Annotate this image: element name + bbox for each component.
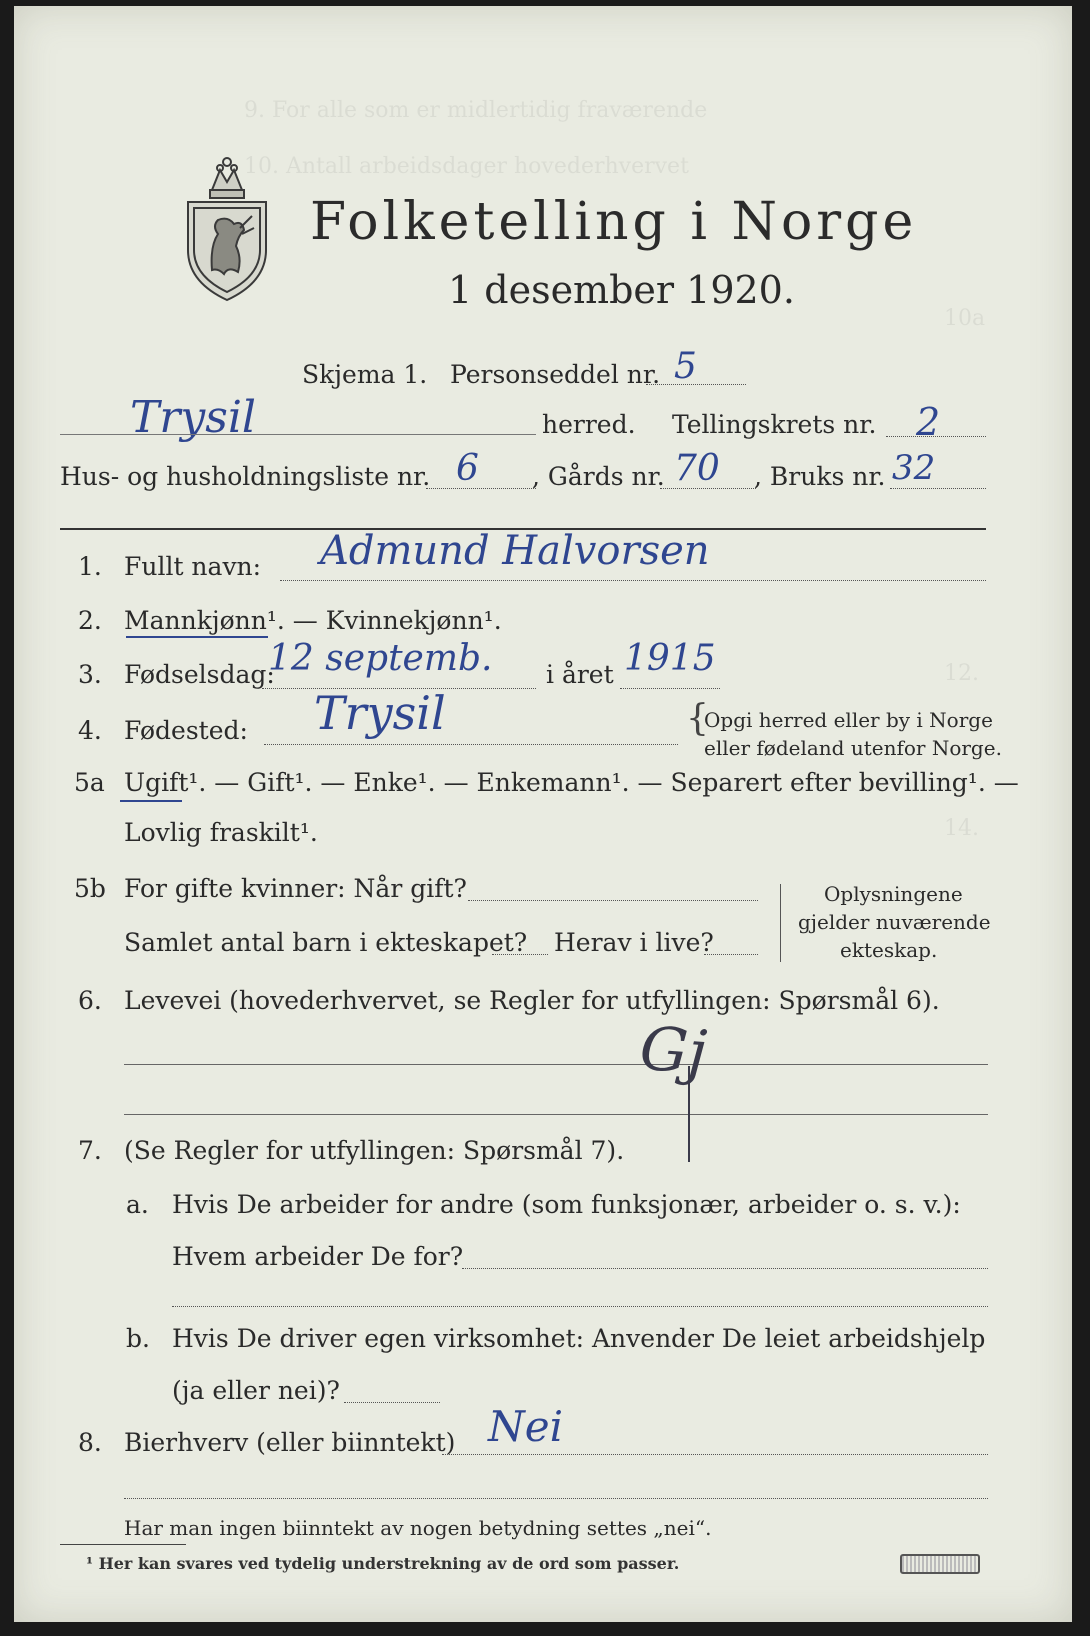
q5b-note-3: ekteskap.: [840, 938, 938, 962]
birthdate-value[interactable]: 12 septemb.: [268, 638, 493, 679]
birthplace-value[interactable]: Trysil: [314, 686, 446, 740]
gards-value[interactable]: 70: [674, 448, 720, 489]
full-name-value[interactable]: Admund Halvorsen: [320, 528, 710, 574]
q3-year-label: i året: [546, 660, 614, 689]
q2-number: 2.: [78, 606, 102, 635]
q7-number: 7.: [78, 1136, 102, 1165]
q5a-number: 5a: [74, 768, 105, 797]
census-form-page: 9. For alle som er midlertidig fraværende 10. Antall arbeidsdager hovederhvervet 10a 12. 14. Folketelling i Norge 1 desember 1920. Skjema 1. Personseddel nr. 5 Trysil herred. Tellingskrets nr. 2 Hus- og husholdningsliste nr. 6 , Gårds nr. 70 , Bruks nr. 32 1. Fullt navn: Admund Halvorsen 2. Mannkjønn¹. — Kvinnekjønn¹. 3. Fødselsdag: 12 septemb. i året 1915 4. Fødested: Trysil { Opgi herred eller by i Norge eller fødeland utenfor Norge. 5a Ugift¹. — Gift¹. — Enke¹. — Enkemann¹. — Separert efter bevilling¹. — Lovlig fraskilt¹. 5b For gifte kvinner: Når gift? Samlet antal barn i ekteskapet? Herav i live? Oplysningene gjelder nuværende ekteskap. 6. Levevei (hovederhvervet, se Regler for utfyllingen: Spørsmål 6). Gj 7. (Se Regler for utfyllingen: Spørsmål 7). a. Hvis De arbeider for andre (som funksjonær, arbeider o. s. v.): Hvem arbeider De for? b. Hvis De driver egen virksomhet: Anvender De leiet arbeidshjelp (ja eller nei)? 8. Bierhverv (eller biinntekt) Nei Har man ingen biinntekt av nogen betydning settes „nei“. ¹ Her kan svares ved tydelig understrekning av de ord som passer.: [14, 6, 1072, 1622]
q5b-label: For gifte kvinner: Når gift?: [124, 874, 467, 903]
q1-label: Fullt navn:: [124, 552, 262, 581]
q5b-note-1: Oplysningene: [824, 882, 963, 906]
q5b-label-3: Herav i live?: [554, 928, 714, 957]
form-date: 1 desember 1920.: [448, 268, 795, 312]
q7b-label-2: (ja eller nei)?: [172, 1376, 340, 1405]
q7a-label-2: Hvem arbeider De for?: [172, 1242, 464, 1271]
q6-number: 6.: [78, 986, 102, 1015]
q3-number: 3.: [78, 660, 102, 689]
q7a-label: Hvis De arbeider for andre (som funksjonær, arbeider o. s. v.):: [172, 1190, 961, 1219]
form-title: Folketelling i Norge: [310, 192, 918, 252]
q5a-label-2: Lovlig fraskilt¹.: [124, 818, 318, 847]
footnote: ¹ Her kan svares ved tydelig understrekning av de ord som passer.: [86, 1554, 680, 1573]
herred-label: herred.: [542, 410, 636, 439]
herred-value[interactable]: Trysil: [130, 392, 256, 443]
q7a-number: a.: [126, 1190, 149, 1219]
husliste-value[interactable]: 6: [456, 448, 479, 489]
q4-note-line-1: Opgi herred eller by i Norge: [704, 708, 993, 732]
side-income-value[interactable]: Nei: [488, 1402, 564, 1451]
tellingskrets-value[interactable]: 2: [916, 400, 941, 444]
q6-label: Levevei (hovederhvervet, se Regler for utfyllingen: Spørsmål 6).: [124, 986, 940, 1015]
bruks-label: , Bruks nr.: [754, 462, 886, 491]
printer-stamp: [900, 1554, 980, 1574]
personseddel-value[interactable]: 5: [674, 346, 697, 387]
side-income-note: Har man ingen biinntekt av nogen betydning settes „nei“.: [124, 1516, 712, 1540]
q5a-label: Ugift¹. — Gift¹. — Enke¹. — Enkemann¹. — Separert efter bevilling¹. —: [124, 768, 1019, 797]
q2-label: Mannkjønn¹. — Kvinnekjønn¹.: [124, 606, 502, 635]
q7b-label: Hvis De driver egen virksomhet: Anvender De leiet arbeidshjelp: [172, 1324, 986, 1353]
q1-number: 1.: [78, 552, 102, 581]
birthyear-value[interactable]: 1915: [624, 638, 716, 679]
q5b-note-2: gjelder nuværende: [798, 910, 991, 934]
skjema-label: Skjema 1.: [302, 360, 428, 389]
q8-number: 8.: [78, 1428, 102, 1457]
gards-label: , Gårds nr.: [532, 462, 665, 491]
q4-label: Fødested:: [124, 716, 248, 745]
bruks-value[interactable]: 32: [892, 448, 936, 488]
ugift-underline: [120, 800, 182, 802]
q4-note-line-2: eller fødeland utenfor Norge.: [704, 736, 1002, 760]
norwegian-coat-of-arms-icon: [182, 150, 272, 302]
q7-label: (Se Regler for utfyllingen: Spørsmål 7).: [124, 1136, 625, 1165]
husliste-label: Hus- og husholdningsliste nr.: [60, 462, 431, 491]
q5b-number: 5b: [74, 874, 106, 903]
q4-number: 4.: [78, 716, 102, 745]
q7b-number: b.: [126, 1324, 150, 1353]
q8-label: Bierhverv (eller biinntekt): [124, 1428, 456, 1457]
mannkjonn-underline: [126, 636, 268, 638]
q5b-label-2: Samlet antal barn i ekteskapet?: [124, 928, 528, 957]
tellingskrets-label: Tellingskrets nr.: [672, 410, 877, 439]
occupation-value[interactable]: Gj: [637, 1013, 709, 1089]
personseddel-label: Personseddel nr.: [450, 360, 661, 389]
q3-label: Fødselsdag:: [124, 660, 275, 689]
